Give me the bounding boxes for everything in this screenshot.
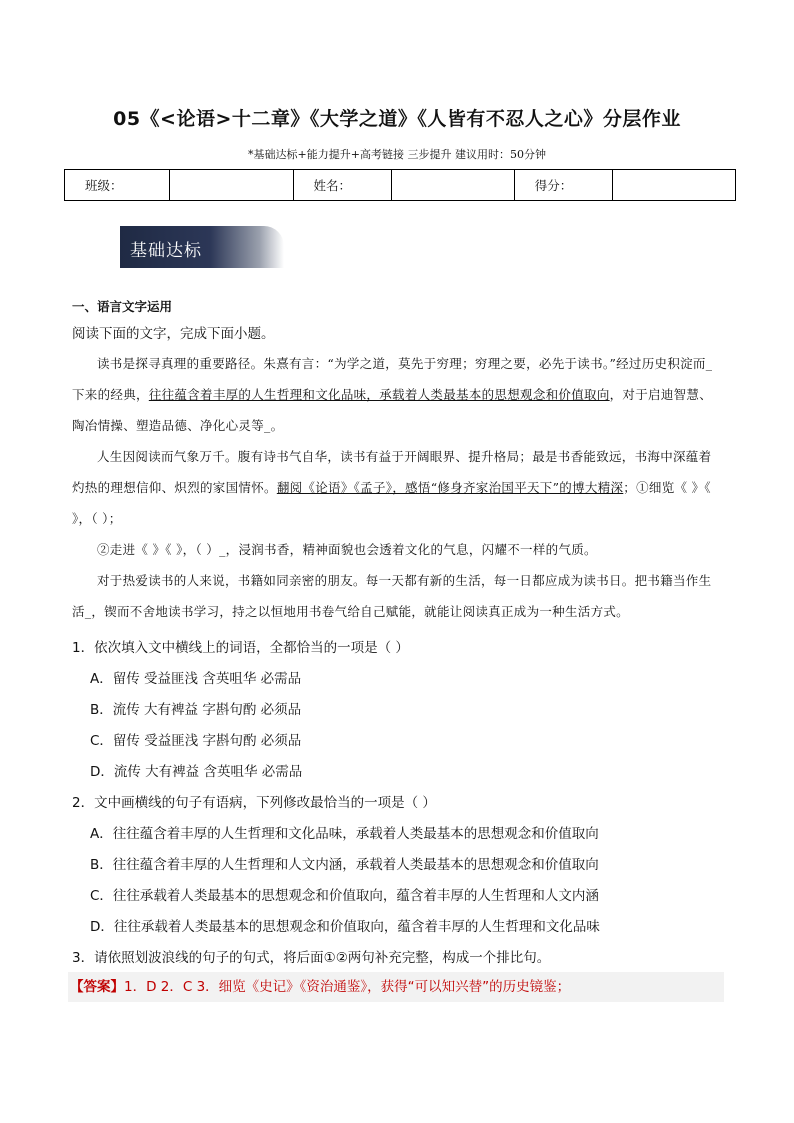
passage-paragraph: 对于热爱读书的人来说，书籍如同亲密的朋友。每一天都有新的生活，每一日都应成为读书日。把书籍当作生活_，锲而不舍地读书学习，持之以恒地用书卷气给自己赋能，就能让阅读真正成为一种生活方式。 — [72, 573, 712, 619]
question-option[interactable]: D．往往承载着人类最基本的思想观念和价值取向，蕴含着丰厚的人生哲理和文化品味 — [90, 919, 600, 935]
wavy-sentence: 翻阅《论语》《孟子》，感悟“修身齐家治国平天下”的博大精深 — [276, 480, 624, 495]
passage-text: ②走进《 》《 》，（ ） — [97, 542, 220, 557]
underlined-sentence: 往往蕴含着丰厚的人生哲理和文化品味，承载着人类最基本的思想观念和价值取向 — [148, 387, 610, 402]
passage-paragraph: 读书是探寻真理的重要路径。朱熹有言：“为学之道，莫先于穷理；穷理之要，必先于读书。”经过历史积淀而_下来的经典，往往蕴含着丰厚的人生哲理和文化品味，承载着人类最基本的思想观念和价值取向，对于启迪智慧、陶冶情操、塑造品德、净化心灵等_。 — [72, 356, 713, 433]
question-option[interactable]: A．留传 受益匪浅 含英咀华 必需品 — [90, 671, 302, 687]
banner-label: 基础达标 — [130, 241, 202, 261]
passage-text: 。 — [270, 418, 284, 433]
answer-text: 1．D 2．C 3．细览《史记》《资治通鉴》，获得“可以知兴替”的历史镜鉴； — [124, 979, 571, 995]
passage-text: ；①细览《 》《 》，（ ）； — [72, 480, 711, 526]
score-label: 得分： — [514, 170, 612, 201]
student-info-table — [64, 169, 736, 201]
question-option[interactable]: B．往往蕴含着丰厚的人生哲理和人文内涵，承载着人类最基本的思想观念和价值取向 — [90, 857, 599, 873]
passage-text: 读书是探寻真理的重要路径。朱熹有言：“为学之道，莫先于穷理；穷理之要，必先于读书。”经过历史积淀而 — [97, 356, 706, 371]
question-option[interactable]: C．往往承载着人类最基本的思想观念和价值取向，蕴含着丰厚的人生哲理和人文内涵 — [90, 888, 599, 904]
question-stem: 1．依次填入文中横线上的词语，全都恰当的一项是（ ） — [72, 640, 409, 656]
question-option[interactable]: A．往往蕴含着丰厚的人生哲理和文化品味，承载着人类最基本的思想观念和价值取向 — [90, 826, 599, 842]
answer-box — [68, 972, 724, 1002]
section-heading: 一、语言文字运用 — [72, 299, 173, 314]
question-stem: 2．文中画横线的句子有语病，下列修改最恰当的一项是（ ） — [72, 795, 436, 811]
score-field[interactable] — [612, 170, 735, 201]
passage-text: 对于热爱读书的人来说，书籍如同亲密的朋友。每一天都有新的生活，每一日都应成为读书日。把书籍当作生活 — [72, 573, 712, 619]
class-field[interactable] — [170, 170, 293, 201]
question-stem: 3．请依照划波浪线的句子的句式，将后面①②两句补充完整，构成一个排比句。 — [72, 950, 551, 966]
passage-text: 人生因阅读而气象万千。腹有诗书气自华，读书有益于开阔眼界、提升格局；最是书香能致远，书海中深蕴着灼热的理想信仰、炽烈的家国情怀。 — [72, 449, 712, 495]
section-banner — [120, 226, 284, 268]
passage-text: 下来的经典， — [72, 387, 149, 402]
page-title: 05《<论语>十二章》《大学之道》《人皆有不忍人之心》分层作业 — [113, 108, 681, 130]
name-label: 姓名： — [293, 170, 391, 201]
passage-text: ，锲而不舍地读书学习，持之以恒地用书卷气给自己赋能，就能让阅读真正成为一种生活方式。 — [91, 604, 629, 619]
passage-text: ，浸润书香，精神面貌也会透着文化的气息，闪耀不一样的气质。 — [225, 542, 597, 557]
reading-passage — [72, 348, 722, 627]
answer-tag: 【答案】 — [70, 979, 124, 995]
passage-paragraph: ②走进《 》《 》，（ ）_，浸润书香，精神面貌也会透着文化的气息，闪耀不一样的气质。 — [97, 542, 597, 557]
question-option[interactable]: D．流传 大有裨益 含英咀华 必需品 — [90, 764, 303, 780]
question-option[interactable]: B．流传 大有裨益 字斟句酌 必须品 — [90, 702, 302, 718]
instruction-text: 阅读下面的文字，完成下面小题。 — [72, 326, 275, 342]
name-field[interactable] — [391, 170, 514, 201]
passage-paragraph — [72, 441, 722, 534]
question-option[interactable]: C．留传 受益匪浅 字斟句酌 必须品 — [90, 733, 302, 749]
passage-text: ，对于启迪智慧、陶冶情操、塑造品德、净化心灵等 — [72, 387, 713, 433]
page-subtitle: *基础达标+能力提升+高考链接 三步提升 建议用时：50分钟 — [248, 148, 546, 161]
class-label: 班级： — [65, 170, 170, 201]
